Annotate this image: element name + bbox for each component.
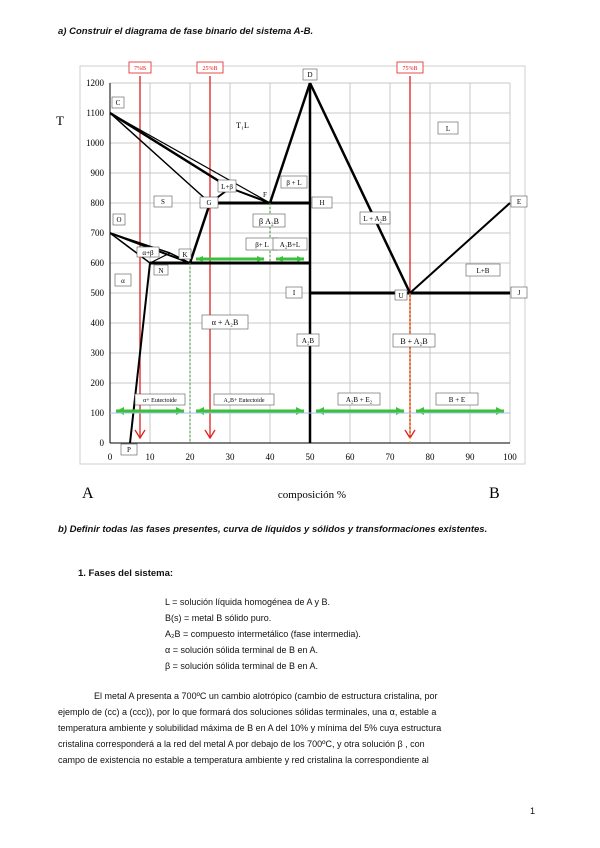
x-tick: 20: [185, 452, 195, 462]
y-tick: 100: [90, 408, 104, 418]
region-label: B + A₂B: [400, 337, 428, 346]
y-tick: 0: [99, 438, 104, 448]
paragraph-line: temperatura ambiente y solubilidad máxima de B en A del 10% y mínima del 5% cuya estructura: [58, 723, 442, 733]
point-label: E: [516, 198, 522, 206]
paragraph-line: campo de existencia no estable a temperatura ambiente y red cristalina la correspondiente al: [58, 755, 429, 765]
phase-item: β = solución sólida terminal de B en A.: [165, 661, 319, 671]
region-label: α+ Eutectoide: [143, 398, 177, 404]
y-tick: 400: [90, 318, 104, 328]
point-label: U: [398, 292, 404, 300]
region-label: L+B: [476, 267, 490, 275]
t-axis-label: T: [56, 113, 64, 128]
y-tick: 1100: [86, 108, 104, 118]
point-label: S: [161, 198, 165, 206]
x-tick: 10: [145, 452, 155, 462]
region-label: β + L: [286, 179, 302, 187]
point-label: F: [263, 191, 267, 199]
y-tick: 600: [90, 258, 104, 268]
section-b-title: b) Definir todas las fases presentes, curva de líquidos y sólidos y transformaciones existentes.: [58, 524, 488, 535]
phase-list: [165, 594, 361, 674]
point-label: K: [182, 251, 188, 259]
region-label: A₂B+ Eutectoide: [223, 398, 265, 404]
phase-item: A₂B = compuesto intermetálico (fase intermedia).: [165, 629, 361, 639]
region-label: α+β: [142, 249, 154, 257]
x-axis-label: composición %: [277, 489, 347, 501]
region-label: L+β: [221, 183, 233, 191]
region-label: A₂B + E₂: [345, 396, 373, 404]
x-tick: 100: [503, 452, 517, 462]
point-label: D: [307, 71, 313, 79]
region-label: β A₂B: [259, 217, 279, 226]
marker-75pct: 75%B: [402, 66, 418, 72]
y-tick: 900: [90, 168, 104, 178]
y-tick: 500: [90, 288, 104, 298]
section-a-title: a) Construir el diagrama de fase binario del sistema A-B.: [58, 26, 314, 37]
x-tick: 70: [385, 452, 395, 462]
point-label: N: [158, 267, 164, 275]
region-label: β+ L: [255, 241, 269, 249]
marker-7pct: 7%B: [134, 66, 146, 72]
phase-item: α = solución sólida terminal de B en A.: [165, 645, 319, 655]
page-number: 1: [530, 806, 536, 816]
x-tick: 80: [425, 452, 435, 462]
region-label: A₂B: [301, 337, 315, 345]
region-label: α: [121, 277, 125, 285]
region-label: B + E: [448, 396, 466, 404]
region-label: L + A₂B: [363, 215, 387, 223]
y-tick: 800: [90, 198, 104, 208]
x-tick: 30: [225, 452, 235, 462]
region-label: L: [244, 121, 249, 130]
x-tick: 60: [345, 452, 355, 462]
marker-25pct: 25%B: [202, 66, 218, 72]
point-label: C: [115, 99, 121, 107]
region-label: L: [445, 125, 451, 133]
point-label: H: [319, 199, 325, 207]
paragraph-line: El metal A presenta a 700ºC un cambio alotrópico (cambio de estructura cristalina, por: [94, 691, 438, 701]
left-component-label: A: [82, 485, 94, 502]
region-label: α + A₂B: [211, 318, 239, 327]
point-label: O: [116, 216, 122, 224]
y-tick: 1000: [86, 138, 104, 148]
point-label: J: [517, 289, 521, 297]
region-label: A₂B+L: [279, 241, 301, 249]
point-label: G: [206, 199, 212, 207]
x-tick: 40: [265, 452, 275, 462]
y-tick: 200: [90, 378, 104, 388]
x-tick: 50: [305, 452, 315, 462]
y-tick: 700: [90, 228, 104, 238]
phases-heading: 1. Fases del sistema:: [78, 568, 174, 579]
y-tick: 1200: [86, 78, 104, 88]
body-paragraph: [58, 688, 538, 768]
paragraph-line: cristalina corresponderá a la red del metal A por debajo de los 700ºC, y otra solución β , con: [58, 739, 425, 749]
x-tick: 0: [107, 452, 113, 462]
right-component-label: B: [489, 485, 500, 502]
phase-item: L = solución líquida homogénea de A y B.: [165, 597, 331, 607]
y-tick: 300: [90, 348, 104, 358]
point-label: P: [127, 446, 131, 454]
point-label: T₁: [236, 121, 244, 130]
point-label: I: [292, 289, 296, 297]
x-tick: 90: [465, 452, 475, 462]
paragraph-line: ejemplo de (cc) a (ccc)), por lo que formará dos soluciones sólidas terminales, una α, estable a: [58, 707, 437, 717]
phase-item: B(s) = metal B sólido puro.: [165, 613, 272, 623]
